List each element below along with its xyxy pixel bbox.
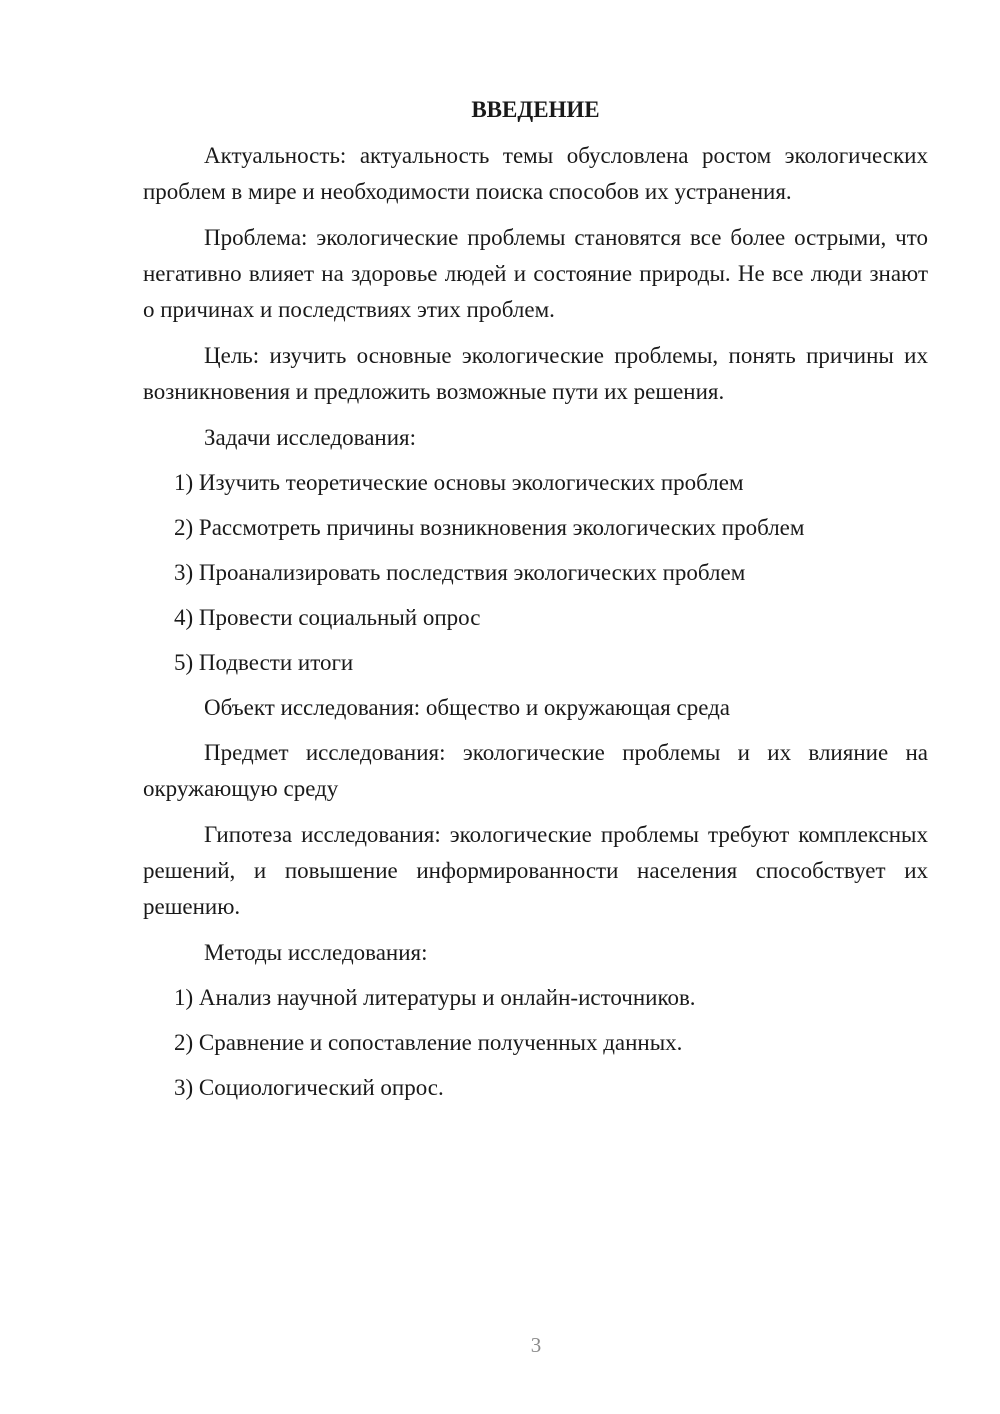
page-content	[143, 92, 928, 1115]
section-title: ВВЕДЕНИЕ	[471, 97, 600, 122]
methods-heading: Методы исследования:	[204, 940, 428, 965]
tasks-heading: Задачи исследования:	[204, 425, 417, 450]
problem-paragraph: Проблема: экологические проблемы становятся все более острыми, что негативно влияет на здоровье людей и состояние природы. Не все люди знают о причинах и последствиях этих проблем.	[143, 225, 928, 322]
task-item: 5) Подвести итоги	[174, 650, 354, 675]
task-item: 4) Провести социальный опрос	[174, 605, 481, 630]
goal-paragraph: Цель: изучить основные экологические проблемы, понять причины их возникновения и предложить возможные пути их решения.	[143, 343, 928, 404]
method-item: 3) Социологический опрос.	[174, 1075, 444, 1100]
hypothesis-paragraph: Гипотеза исследования: экологические проблемы требуют комплексных решений, и повышение информированности населения способствует их решению.	[143, 822, 928, 919]
task-item: 2) Рассмотреть причины возникновения экологических проблем	[174, 515, 805, 540]
object-line: Объект исследования: общество и окружающая среда	[204, 695, 731, 720]
subject-paragraph: Предмет исследования: экологические проблемы и их влияние на окружающую среду	[143, 740, 928, 801]
task-item: 1) Изучить теоретические основы экологических проблем	[174, 470, 744, 495]
method-item: 2) Сравнение и сопоставление полученных данных.	[174, 1030, 683, 1055]
task-item: 3) Проанализировать последствия экологических проблем	[174, 560, 746, 585]
method-item: 1) Анализ научной литературы и онлайн-источников.	[174, 985, 696, 1010]
page-number: 3	[530, 1333, 542, 1357]
relevance-paragraph: Актуальность: актуальность темы обусловлена ростом экологических проблем в мире и необходимости поиска способов их устранения.	[143, 143, 928, 204]
